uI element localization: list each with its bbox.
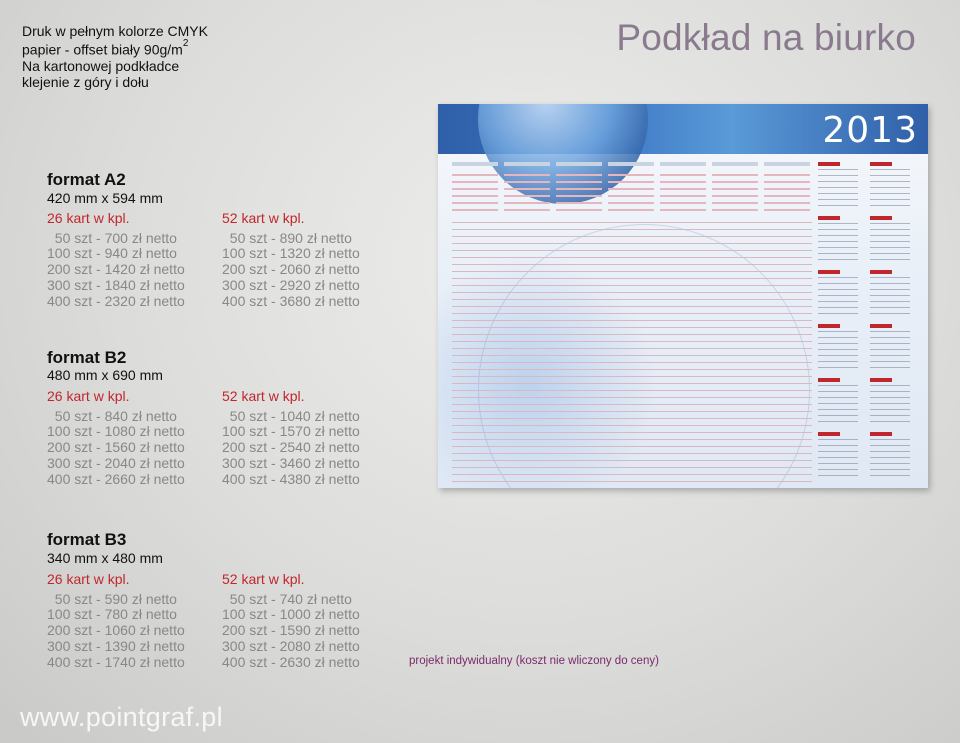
planner-header-stripe (764, 181, 810, 183)
planner-rule (452, 243, 812, 244)
mini-month (818, 324, 858, 372)
price-row: 400 szt - 4380 zł netto (222, 470, 360, 487)
price-column-52 (222, 572, 360, 670)
planner-header-stripe (556, 195, 602, 197)
price-column-52 (222, 389, 360, 487)
price-row: 400 szt - 2320 zł netto (47, 292, 185, 309)
day-grid (870, 169, 910, 207)
planner-column-header (660, 162, 706, 166)
page-title: Podkład na biurko (616, 17, 916, 58)
planner-rule (452, 404, 812, 405)
month-label-bar (870, 324, 892, 328)
price-row: 100 szt - 780 zł netto (47, 606, 177, 623)
planner-rule (452, 481, 812, 482)
planner-column-header (608, 162, 654, 166)
mini-month (870, 324, 910, 372)
planner-rule (452, 250, 812, 251)
planner-header-stripe (504, 181, 550, 183)
planner-rule (452, 327, 812, 328)
price-row: 200 szt - 1420 zł netto (47, 261, 185, 278)
price-row: 50 szt - 700 zł netto (47, 229, 177, 246)
planner-rule (452, 439, 812, 440)
price-row: 400 szt - 3680 zł netto (222, 292, 360, 309)
planner-rule (452, 271, 812, 272)
planner-rule (452, 376, 812, 377)
day-grid (870, 385, 910, 423)
month-label-bar (818, 324, 840, 328)
planner-column-header (764, 162, 810, 166)
planner-rule (452, 236, 812, 237)
planner-rule (452, 425, 812, 426)
planner-rule (452, 355, 812, 356)
planner-header-stripe (556, 202, 602, 204)
planner-rule (452, 292, 812, 293)
planner-rule (452, 334, 812, 335)
planner-header-stripe (504, 202, 550, 204)
planner-header-stripe (608, 209, 654, 211)
planner-rule (452, 299, 812, 300)
price-row: 100 szt - 1320 zł netto (222, 245, 360, 262)
price-row: 300 szt - 2080 zł netto (222, 637, 360, 654)
planner-header-stripe (608, 181, 654, 183)
planner-rule (452, 320, 812, 321)
planner-header-stripe (608, 188, 654, 190)
planner-header-stripe (764, 195, 810, 197)
planner-header-stripe (504, 174, 550, 176)
planner-rule (452, 278, 812, 279)
price-row: 200 szt - 1560 zł netto (47, 439, 185, 456)
format-b3-size: 340 mm x 480 mm (47, 550, 163, 566)
price-row: 50 szt - 1040 zł netto (222, 407, 360, 424)
planner-rule (452, 264, 812, 265)
planner-header-stripe (660, 209, 706, 211)
mini-month (818, 270, 858, 318)
planner-header-stripe (712, 174, 758, 176)
price-row: 400 szt - 1740 zł netto (47, 653, 185, 670)
price-row: 50 szt - 590 zł netto (47, 590, 177, 607)
planner-header-stripe (660, 195, 706, 197)
planner-rule (452, 257, 812, 258)
planner-header-stripe (660, 174, 706, 176)
mini-month (870, 378, 910, 426)
price-row: 400 szt - 2630 zł netto (222, 653, 360, 670)
planner-header-stripe (660, 181, 706, 183)
column-head: 26 kart w kpl. (47, 388, 130, 404)
price-row: 50 szt - 840 zł netto (47, 407, 177, 424)
planner-header-stripe (660, 188, 706, 190)
planner-rule (452, 285, 812, 286)
planner-header-stripe (764, 202, 810, 204)
column-head: 26 kart w kpl. (47, 571, 130, 587)
planner-header-stripe (556, 181, 602, 183)
planner-header-stripe (452, 188, 498, 190)
planner-header-stripe (556, 188, 602, 190)
day-grid (818, 223, 858, 261)
month-label-bar (818, 216, 840, 220)
month-label-bar (818, 432, 840, 436)
month-label-bar (818, 162, 840, 166)
month-label-bar (870, 216, 892, 220)
spec-line: klejenie z góry i dołu (22, 73, 149, 90)
planner-header-stripe (712, 188, 758, 190)
price-row: 100 szt - 1570 zł netto (222, 423, 360, 440)
price-row: 200 szt - 1590 zł netto (222, 622, 360, 639)
price-row: 300 szt - 1840 zł netto (47, 276, 185, 293)
planner-header-stripe (452, 202, 498, 204)
planner-rule (452, 390, 812, 391)
day-grid (870, 223, 910, 261)
planner-column-header (504, 162, 550, 166)
day-grid (818, 331, 858, 369)
spec-line: Druk w pełnym kolorze CMYK (22, 23, 208, 39)
price-row: 300 szt - 2920 zł netto (222, 276, 360, 293)
planner-header-stripe (660, 202, 706, 204)
mini-month (818, 162, 858, 210)
price-row: 300 szt - 1390 zł netto (47, 637, 185, 654)
mini-month (870, 432, 910, 480)
planner-rule (452, 474, 812, 475)
planner-rule (452, 418, 812, 419)
column-head: 52 kart w kpl. (222, 210, 305, 226)
format-a2-title: format A2 (47, 170, 126, 189)
price-row: 300 szt - 3460 zł netto (222, 454, 360, 471)
month-label-bar (818, 378, 840, 382)
desk-pad-calendar-image (438, 104, 928, 488)
day-grid (870, 439, 910, 477)
price-row: 100 szt - 1000 zł netto (222, 606, 360, 623)
planner-header-stripe (452, 209, 498, 211)
planner-header-stripe (452, 195, 498, 197)
planner-rule (452, 467, 812, 468)
format-b3-title: format B3 (47, 530, 127, 549)
price-row: 200 szt - 1060 zł netto (47, 622, 185, 639)
planner-header-stripe (608, 195, 654, 197)
planner-rule (452, 362, 812, 363)
planner-header-stripe (764, 188, 810, 190)
day-grid (870, 331, 910, 369)
planner-rule (452, 348, 812, 349)
month-label-bar (870, 432, 892, 436)
planner-rule (452, 383, 812, 384)
month-label-bar (870, 270, 892, 274)
planner-rule (452, 313, 812, 314)
website-url: www.pointgraf.pl (20, 702, 223, 732)
planner-rule (452, 453, 812, 454)
price-row: 100 szt - 940 zł netto (47, 245, 177, 262)
column-head: 52 kart w kpl. (222, 571, 305, 587)
planner-rule (452, 229, 812, 230)
month-label-bar (870, 162, 892, 166)
mini-month (870, 270, 910, 318)
mini-month (818, 432, 858, 480)
print-specs (22, 23, 208, 90)
planner-header-stripe (504, 209, 550, 211)
planner-rule (452, 432, 812, 433)
price-column-26 (47, 211, 185, 309)
month-label-bar (870, 378, 892, 382)
price-row: 400 szt - 2660 zł netto (47, 470, 185, 487)
month-label-bar (818, 270, 840, 274)
planner-column-header (452, 162, 498, 166)
column-head: 26 kart w kpl. (47, 210, 130, 226)
planner-header-stripe (452, 181, 498, 183)
format-a2-size: 420 mm x 594 mm (47, 190, 163, 206)
planner-column-header (556, 162, 602, 166)
calendar-year: 2013 (822, 110, 918, 151)
column-head: 52 kart w kpl. (222, 388, 305, 404)
planner-rule (452, 369, 812, 370)
price-column-26 (47, 572, 185, 670)
price-row: 300 szt - 2040 zł netto (47, 454, 185, 471)
planner-rule (452, 306, 812, 307)
planner-header-stripe (764, 174, 810, 176)
planner-header-stripe (764, 209, 810, 211)
price-column-26 (47, 389, 185, 487)
price-column-52 (222, 211, 360, 309)
planner-header-stripe (556, 174, 602, 176)
price-row: 200 szt - 2540 zł netto (222, 439, 360, 456)
day-grid (818, 169, 858, 207)
planner-column-header (712, 162, 758, 166)
planner-rule (452, 411, 812, 412)
planner-header-stripe (712, 209, 758, 211)
planner-rule (452, 446, 812, 447)
planner-header-stripe (504, 195, 550, 197)
planner-rule (452, 460, 812, 461)
mini-month (870, 216, 910, 264)
day-grid (818, 277, 858, 315)
price-row: 50 szt - 890 zł netto (222, 229, 352, 246)
price-row: 200 szt - 2060 zł netto (222, 261, 360, 278)
price-row: 100 szt - 1080 zł netto (47, 423, 185, 440)
planner-header-stripe (556, 209, 602, 211)
spec-line: papier - offset biały $90g/m^2$ (22, 38, 189, 58)
custom-design-note: projekt indywidualny (koszt nie wliczony do ceny) (409, 655, 659, 667)
planner-header-stripe (712, 181, 758, 183)
planner-header-stripe (452, 174, 498, 176)
format-b2-title: format B2 (47, 348, 127, 367)
planner-rule (452, 222, 812, 223)
day-grid (818, 385, 858, 423)
planner-header-stripe (608, 174, 654, 176)
planner-rule (452, 397, 812, 398)
planner-header-stripe (712, 195, 758, 197)
mini-month (870, 162, 910, 210)
planner-rule (452, 341, 812, 342)
price-row: 50 szt - 740 zł netto (222, 590, 352, 607)
planner-header-stripe (608, 202, 654, 204)
day-grid (818, 439, 858, 477)
planner-header-stripe (712, 202, 758, 204)
spec-line: Na kartonowej podkładce (22, 57, 180, 74)
mini-month (818, 216, 858, 264)
planner-header-stripe (504, 188, 550, 190)
day-grid (870, 277, 910, 315)
calendar-header-banner (438, 104, 928, 154)
format-b2-size: 480 mm x 690 mm (47, 367, 163, 383)
mini-month (818, 378, 858, 426)
